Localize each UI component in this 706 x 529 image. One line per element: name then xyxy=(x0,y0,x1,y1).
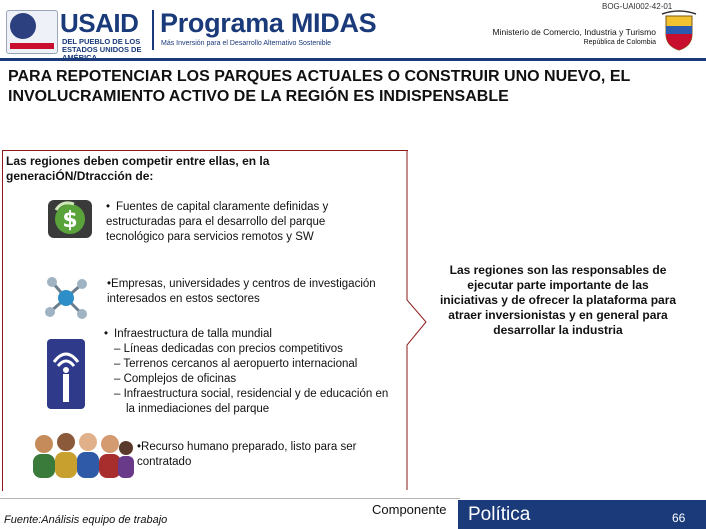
chevron-right-frame-icon xyxy=(390,150,430,495)
slide-title: PARA REPOTENCIAR LOS PARQUES ACTUALES O CONSTRUIR UNO NUEVO, EL INVOLUCRAMIENTO ACTIVO DE LA REGIÓN ES INDISPENSABLE xyxy=(8,68,630,105)
bullet-infraestructura xyxy=(104,327,394,417)
republic-name: República de Colombia xyxy=(583,39,656,46)
page-number: 66 xyxy=(672,511,686,525)
callout-text: Las regiones son las responsables de ejecutar parte importante de las iniciativas y de ofrecer la plataforma para atraer inversionistas y en general para desarrollar la industria xyxy=(439,263,677,337)
program-subtitle: Más Inversión para el Desarrollo Alternativo Sostenible xyxy=(161,40,332,47)
bullet-empresas: •Empresas, universidades y centros de investigación interesados en estos sectores xyxy=(107,278,376,305)
usaid-brand-subtitle: DEL PUEBLO DE LOS ESTADOS UNIDOS DE xyxy=(62,37,142,54)
colombia-coat-of-arms-icon xyxy=(660,10,698,52)
molecule-network-icon xyxy=(42,272,90,322)
sublist-item: – Líneas dedicadas con precios competitivos xyxy=(114,343,343,355)
usaid-brand: USAID xyxy=(60,8,139,38)
document-code: BOG-UAI002-42-01 xyxy=(602,2,673,11)
svg-text:$: $ xyxy=(62,208,78,233)
money-recycle-icon xyxy=(46,196,94,242)
bullet-infraestructura-head: Infraestructura de talla mundial xyxy=(114,328,272,340)
bullet-capital xyxy=(106,200,376,245)
component-label: Componente xyxy=(372,502,447,517)
intro-text: Las regiones deben competir entre ellas, en la generaciÓN/Dtracción de: xyxy=(6,154,270,183)
bullet-capital-text: Fuentes de capital claramente definidas y estructuradas para el desarrollo del parque tecnológico para servicios remotos y SW xyxy=(106,201,329,243)
usaid-logo-stripe xyxy=(10,43,54,49)
bullet-dot: • xyxy=(106,201,111,213)
people-group-icon xyxy=(30,430,134,482)
sublist-item: – Terrenos cercanos al aeropuerto internacional xyxy=(114,358,358,370)
bullet-dot: • xyxy=(104,328,109,340)
politica-label: Política xyxy=(468,504,531,525)
wireless-signal-icon xyxy=(46,338,86,410)
usaid-seal-icon xyxy=(10,13,36,39)
sublist-item: – Complejos de oficinas xyxy=(114,373,237,385)
source-note: Fuente:Análisis equipo de trabajo xyxy=(4,514,168,526)
header-rule xyxy=(0,58,706,61)
infraestructura-sublist xyxy=(104,342,394,417)
program-title: Programa MIDAS xyxy=(160,8,377,38)
bullet-recurso-humano: •Recurso humano preparado, listo para ser contratado xyxy=(137,441,357,468)
footer-rule xyxy=(0,498,460,499)
ministry-name: Ministerio de Comercio, Industria y Turismo xyxy=(492,27,656,37)
sublist-item: – Infraestructura social, residencial y de educación en la inmediaciones del parque xyxy=(114,388,389,415)
header-divider xyxy=(152,10,154,50)
